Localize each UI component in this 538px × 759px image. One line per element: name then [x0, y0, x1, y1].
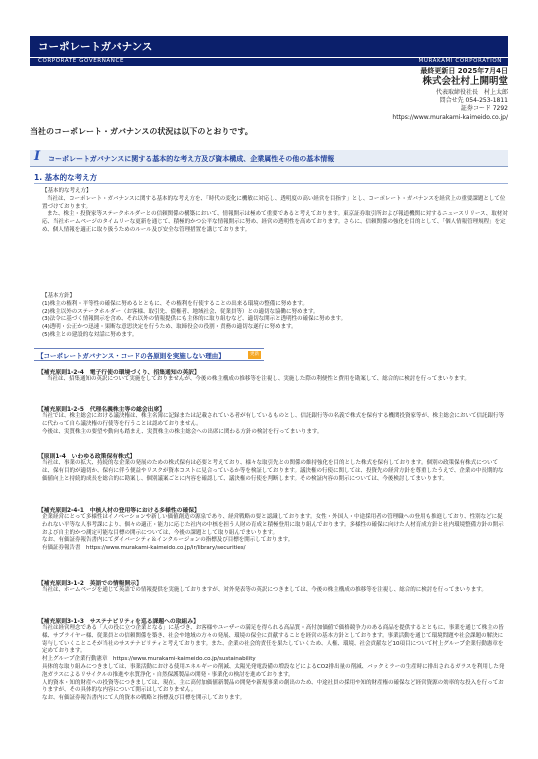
item-body: 企業経営にとって多様性はイノベーションや新しい価値創造の源泉であり、経営戦略の要と認識しております。女性・外国人・中途採用者の管理職への登用も推進しており、性別などに捉われない平等な人事考課により、個々の適正・能力に応じた社内の中核を担う人財の育成と積極登用に取り組んでおります。多様性の確保に向けた人材育成方針と社内環境整備方針の開示および自主的かつ測定可能な目標の開示については、今後の課題として取り組んでまいります。 なお、有価証券報告書内にてダイバーシティ＆インクルージョンの指標及び目標を開示しております。 有価証券報告書 https://www.murakami-kaimeido.co.jp/ir/library/securities/ — [42, 514, 504, 552]
item-title: 【補充原則1-2-4 電子行使の環境づくり、招集通知の英訳】 — [38, 370, 200, 376]
item-body: 当社では、株主総会における議決権は、株主名簿に記録または記載されている者が有しているものとし、信託銀行等の名義で株式を保有する機関投資家等が、株主総会において信託銀行等に代わって自ら議決権の行使等を行うことは認めておりません。 今後は、実質株主の要望や動向も踏まえ、実質株主の株主総会への出席に関わる方針の検討を行ってまいります。 — [42, 413, 505, 435]
basic-policy-block — [42, 293, 508, 340]
updated-badge: 更新 — [250, 352, 259, 357]
company-info — [392, 67, 508, 122]
section-title — [30, 150, 508, 167]
contact: 問合せ先 054-253-1811 — [439, 97, 508, 105]
reasons-title-box — [34, 348, 264, 361]
representative: 代表取締役社長 村上太郎 — [435, 89, 508, 97]
securities-code: 証券コード 7292 — [460, 105, 508, 113]
item-title: 【補充原則3-1-2 英語での情報開示】 — [38, 581, 142, 587]
header-sub-left: CORPORATE GOVERNANCE — [38, 58, 125, 64]
thinking-p2: また、株主・投資家等ステークホルダーとの信頼関係の構築において、情報開示は極めて重要であると考えております。東京証券取引所および報道機関に対するニュースリリース、取材対応、当社ホームページのタイムリーな更新を通じて、積極的かつ公平な情報開示に努め、経営の透明性を高めております。さらに、信頼関係の強化を目的として、「個人情報管理規程」を定め、個人情報を適正に取り扱うためのルール及び安全な管理措置を講じております。 — [42, 211, 508, 233]
header-sub-bar — [30, 57, 508, 66]
policy-label: 【基本方針】 — [42, 293, 76, 299]
header-bar — [30, 36, 508, 57]
section-title-text: コーポレートガバナンスに関する基本的な考え方及び資本構成、企業属性その他の基本情報 — [48, 155, 335, 163]
basic-heading: 1. 基本的な考え方 — [34, 173, 98, 182]
policy-item: (1)株主の権利・平等性の確保に努めるとともに、その権利を行使することの出来る環境の整備に努めます。 — [42, 300, 308, 307]
section-roman: I — [34, 149, 41, 164]
company-url[interactable]: https://www.murakami-kaimeido.co.jp/ — [392, 113, 508, 121]
reasons-title: 【コーポレートガバナンス・コードの各原則を実施しない理由】 — [37, 352, 225, 360]
item-body: 当社は、招集通知の英訳について実施をしておりませんが、今後の株主構成の推移等を注視し、実施した際の利便性と費用を勘案して、総合的に検討を行ってまいります。 — [47, 376, 470, 382]
thinking-p1: 当社は、コーポレート・ガバナンスに関する基本的な考え方を、「時代の変化に機敏に対応し、透明度の高い経営を目指す」とし、コーポレート・ガバナンスを経営上の重要課題として位置づけております。 — [42, 195, 506, 210]
item-body: 当社は、事業の拡大、持続的な企業の発展のための株式保有は必要と考えており、様々な取引先との関係の維持強化を目的とした株式を保有しております。個別の政策保有株式については、保有目的が適切か、保有に伴う便益やリスクが資本コストに見合っているか等を検証しております。議決権の行使に関しては、投資先の経営方針を尊重したうえで、企業の中長期的な価値向上と持続的成長を総合的に勘案し、個別議案ごとに内容を確認して、議決権の行使を判断します。その検証内容の開示については、今後検討してまいります。 — [42, 460, 504, 482]
header-sub-right: MURAKAMI CORPORATION — [418, 58, 502, 64]
item-title: 【補充原則2-4-1 中核人材の登用等における多様性の確保】 — [38, 508, 200, 514]
policy-item: (5)株主との建設的な対話に努めます。 — [42, 331, 138, 338]
policy-item: (3)法令に基づく情報開示を含め、それ以外の情報提供にも主体的に取り組むなど、適切な開示と透明性の確保に努めます。 — [42, 316, 347, 323]
last-updated: 最終更新日 2025年7月4日 — [420, 67, 508, 75]
basic-thinking-block — [42, 188, 508, 235]
heading-divider — [34, 183, 508, 184]
item-body: 当社は経営理念である「人の役に立つ企業となる」に基づき、お客様やユーザーの満足を得られる高品質・高付加価値で価格競争力のある商品を提供するとともに、事業を通じて株主の皆様、サプライヤー様、従業員との信頼関係を築き、社会や地域の方々の発展、環境の保全に貢献することを経営の基本方針としております。事業活動を通じて環境問題や社会課題の解決に寄与していくことこそが当社のサステナビリティと考えております。また、企業の社会的責任を果たしていくため、人権、環境、社会貢献など10項目について村上グループ企業行動憲章を定めております。 村上グループ企業行動憲章 https://www.murakami-kaimeido.co.jp/sustainability 具体的な取り組みにつきましては、事業活動における使用エネルギーの削減、太陽光発電設備の増設などによるCO2排出量の削減、バックミラーの生産時に排出されるガラスを利用した発泡ガラスによるリサイクルの推進や水質浄化・自然保護製品の開発・事業化の検討を進めております。 人的資本・知的財産への投資等につきましては、現在、主に高付加価値新製品の開発や新規事業の創出のため、中途社員の採用や知的財産権の確保など経営資源の効率的な投入を行っておりますが、その具体的な内容について開示はしておりません。 なお、有価証券報告書内にて人的資本の戦略と指標及び目標を開示しております。 — [42, 625, 505, 702]
header-title: コーポレートガバナンス — [38, 41, 153, 53]
item-title: 【原則1-4 いわゆる政策保有株式】 — [38, 454, 136, 460]
company-name: 株式会社村上開明堂 — [422, 76, 508, 88]
item-title: 【補充原則3-1-3 サステナビリティを巡る課題への取組み】 — [38, 619, 199, 625]
policy-item: (4)透明・公正かつ迅速・果断な意思決定を行うため、取締役会の役割・責務の適切な遂行に努めます。 — [42, 324, 297, 331]
item-title: 【補充原則1-2-5 代理名義株主等の総会出席】 — [38, 407, 166, 413]
intro-text: 当社のコーポレート・ガバナンスの状況は以下のとおりです。 — [30, 127, 253, 136]
item-body: 当社は、ホームページを通じて英語での情報提供を実施しておりますが、対外発表等の英訳につきましては、今後の株主構成の推移等を注視し、総合的に検討を行ってまいります。 — [42, 587, 487, 593]
thinking-label: 【基本的な考え方】 — [42, 188, 92, 194]
policy-item: (2)株主以外のステークホルダー（お客様、取引先、債権者、地域社会、従業員等）との適切な協働に努めます。 — [42, 308, 319, 315]
